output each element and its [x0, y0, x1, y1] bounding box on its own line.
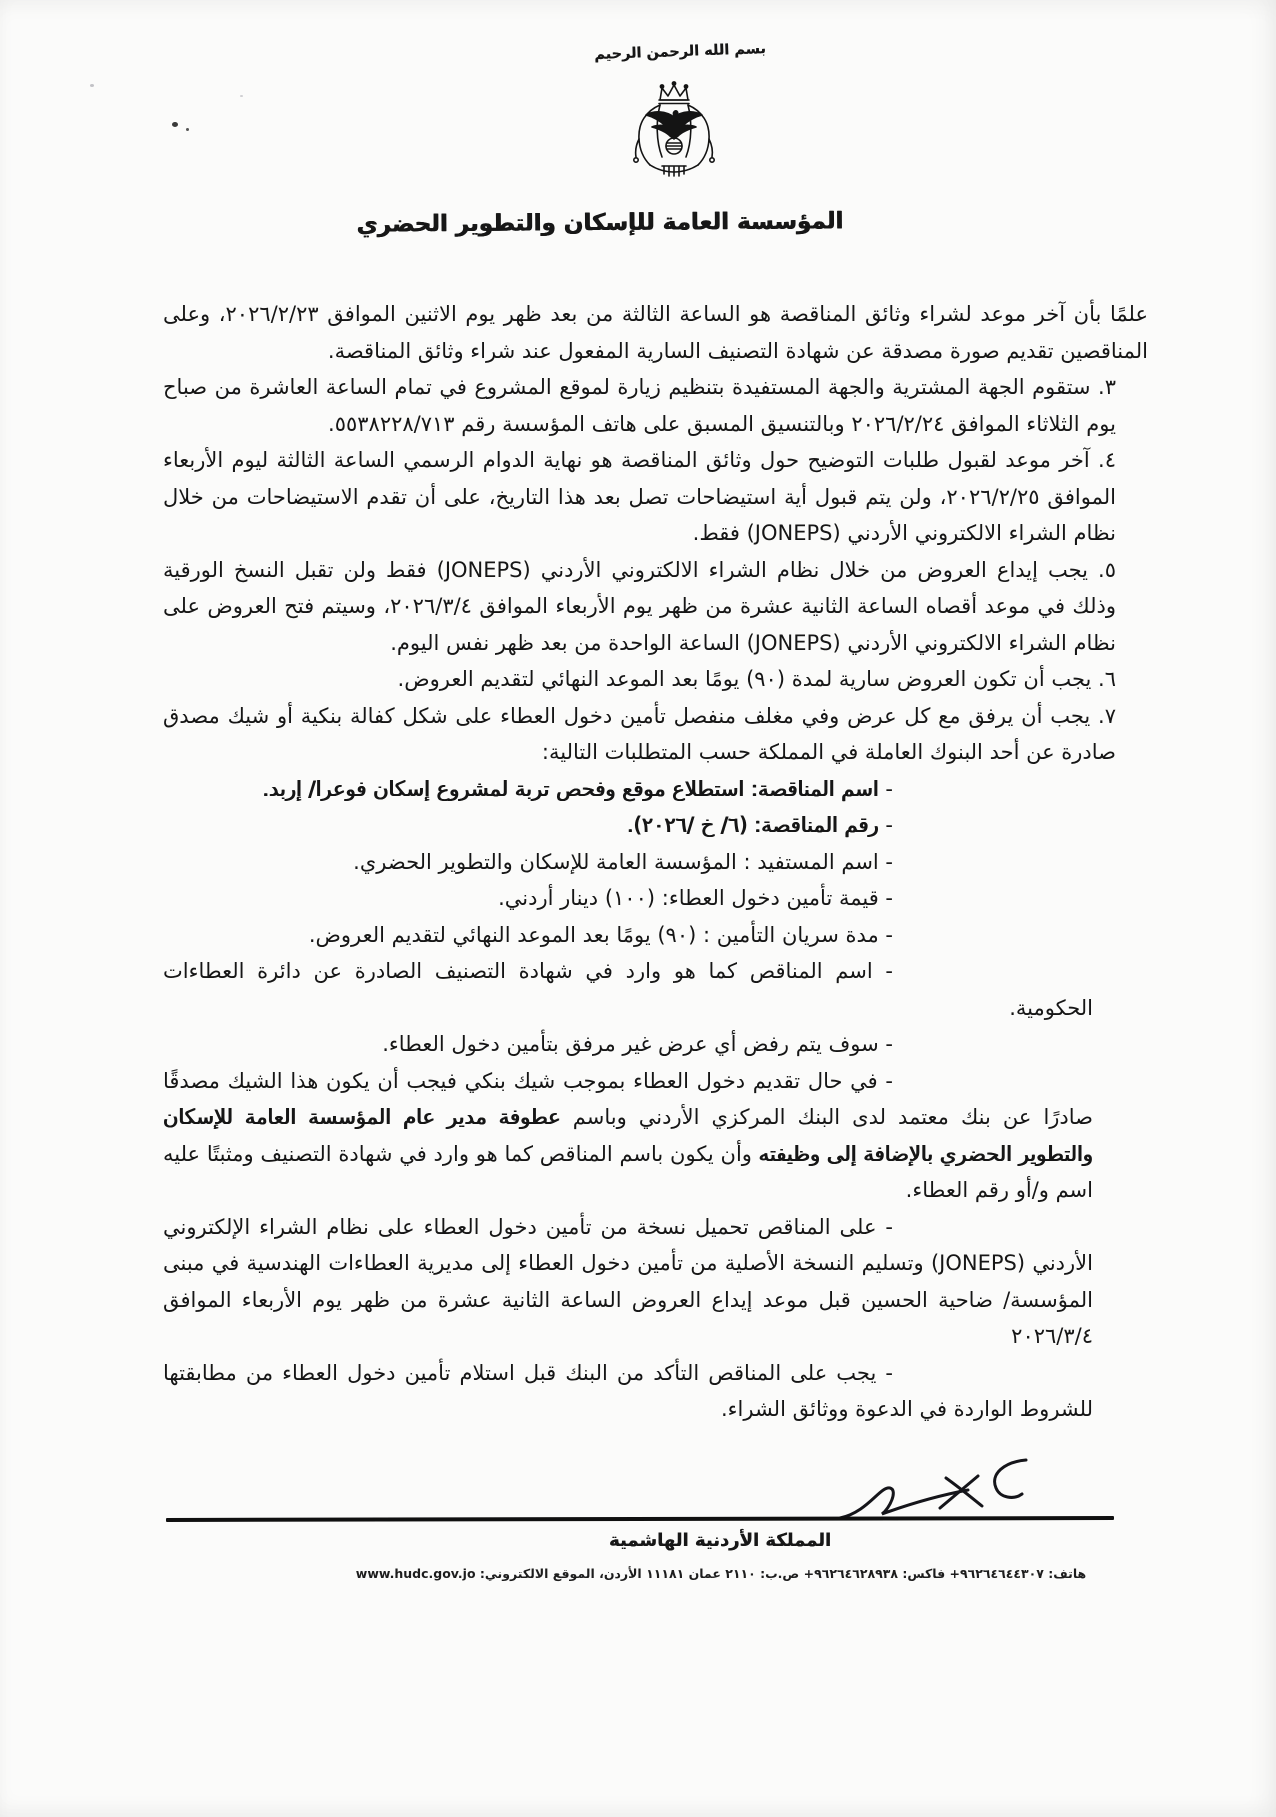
bismillah-text: بسم الله الرحمن الرحيم	[593, 41, 767, 63]
numbered-item	[163, 552, 1116, 662]
bullet-item	[163, 953, 1093, 1026]
list-marker: -	[885, 1214, 893, 1239]
numbered-item	[163, 442, 1116, 552]
bullet-item	[163, 1063, 1093, 1209]
text-run: وأن يكون باسم المناقص كما هو وارد في شهادة التصنيف ومثبتًا عليه اسم و/أو رقم العطاء.	[163, 1141, 1093, 1202]
list-marker: -	[885, 922, 893, 947]
text-run: يجب إيداع العروض من خلال نظام الشراء الالكتروني الأردني (JONEPS) فقط ولن تقبل النسخ الورقية وذلك في موعد أقصاه الساعة الثانية عشرة من ظهر يوم الأربعاء الموافق ٢٠٢٦/٣/٤، وسيتم فتح العروض على نظام الشراء الالكتروني الأردني (JONEPS) الساعة الواحدة من بعد ظهر نفس اليوم.	[163, 557, 1117, 655]
text-run: في حال تقديم دخول العطاء بموجب شيك بنكي فيجب أن يكون هذا الشيك مصدقًا صادرًا عن بنك معتمد لدى البنك المركزي الأردني وباسم	[163, 1068, 1094, 1129]
organization-name-calligraphy: المؤسسة العامة للإسكان والتطوير الحضري	[356, 208, 844, 238]
text-run: آخر موعد لقبول طلبات التوضيح حول وثائق المناقصة هو نهاية الدوام الرسمي الساعة الثالثة ليوم الأربعاء الموافق ٢٠٢٦/٢/٢٥، ولن يتم قبول أية استيضاحات تصل بعد هذا التاريخ، على أن تقدم الاستيضاحات من خلال نظام الشراء الالكتروني الأردني (JONEPS) فقط.	[163, 448, 1116, 545]
text-run: ستقوم الجهة المشترية والجهة المستفيدة بتنظيم زيارة لموقع المشروع في تمام الساعة العاشرة من صباح يوم الثلاثاء الموافق ٢٠٢٦/٢/٢٤ وبالتنسيق المسبق على هاتف المؤسسة رقم ٥٥٣٨٢٢٨/٧١٣.	[163, 375, 1116, 436]
list-marker: -	[885, 813, 893, 837]
list-marker: -	[885, 1068, 893, 1093]
scan-artifact	[90, 84, 94, 87]
footer-contact-line: هاتف: ٩٦٢٦٤٦٤٤٣٠٧+ فاكس: ٩٦٢٦٤٦٢٨٩٣٨+ ص.ب: ٢١١٠ عمان ١١١٨١ الأردن، الموقع الالكتروني: www.hudc.gov.jo	[355, 1566, 1087, 1581]
list-marker: -	[885, 776, 893, 801]
paragraph	[163, 296, 1148, 369]
list-marker: -	[885, 1032, 893, 1056]
bullet-item	[163, 1026, 1093, 1063]
scan-artifact	[186, 128, 189, 131]
bullet-item	[163, 880, 1093, 917]
text-run: يجب على المناقص التأكد من البنك قبل استلام تأمين دخول العطاء من مطابقتها للشروط الواردة في الدعوة ووثائق الشراء.	[163, 1360, 1093, 1421]
text-run: رقم المناقصة: (٦/ خ /٢٠٢٦).	[627, 813, 886, 837]
text-run: سوف يتم رفض أي عرض غير مرفق بتأمين دخول العطاء.	[382, 1032, 886, 1056]
text-run: اسم المناقص كما هو وارد في شهادة التصنيف الصادرة عن دائرة العطاءات الحكومية.	[163, 959, 1093, 1020]
text-run: اسم المستفيد : المؤسسة العامة للإسكان والتطوير الحضري.	[353, 849, 886, 874]
bullet-item	[163, 1209, 1093, 1355]
bullet-item	[163, 917, 1093, 954]
bullet-item	[163, 1355, 1093, 1428]
list-marker: -	[885, 849, 893, 874]
text-run: عطوفة مدير عام المؤسسة العامة للإسكان والتطوير الحضري بالإضافة إلى وظيفته	[163, 1105, 1093, 1166]
text-run: علمًا بأن آخر موعد لشراء وثائق المناقصة هو الساعة الثالثة من بعد ظهر يوم الاثنين الموافق ٢٠٢٦/٢/٢٣، وعلى المناقصين تقديم صورة مصدقة عن شهادة التصنيف السارية المفعول عند شراء وثائق المناقصة.	[163, 302, 1148, 363]
bullet-item	[163, 844, 1093, 881]
list-marker: -	[885, 1360, 893, 1385]
text-run: يجب أن يرفق مع كل عرض وفي مغلف منفصل تأمين دخول العطاء على شكل كفالة بنكية أو شيك مصدق صادرة عن أحد البنوك العاملة في المملكة حسب المتطلبات التالية:	[163, 703, 1116, 764]
numbered-item	[163, 661, 1116, 698]
jordan-coat-of-arms-icon	[626, 80, 722, 188]
signature-mark	[828, 1448, 1040, 1536]
text-run: اسم المناقصة: استطلاع موقع وفحص تربة لمشروع إسكان فوعرا/ إربد.	[262, 776, 886, 801]
list-marker: -	[885, 959, 893, 983]
scan-artifact	[240, 95, 243, 97]
document-body	[163, 296, 1148, 1428]
list-marker: ٤.	[1098, 448, 1116, 472]
text-run: مدة سريان التأمين : (٩٠) يومًا بعد الموعد النهائي لتقديم العروض.	[308, 922, 886, 947]
numbered-item	[163, 369, 1116, 442]
list-marker: ٣.	[1098, 375, 1116, 399]
text-run: على المناقص تحميل نسخة من تأمين دخول العطاء على نظام الشراء الإلكتروني الأردني (JONEPS) وتسليم النسخة الأصلية من تأمين دخول العطاء إلى مديرية العطاءات الهندسية في مبنى المؤسسة/ ضاحية الحسين قبل موعد إيداع العروض الساعة الثانية عشرة من ظهر يوم الأربعاء الموافق ٢٠٢٦/٣/٤	[163, 1214, 1093, 1348]
bullet-item	[163, 771, 1093, 808]
text-run: يجب أن تكون العروض سارية لمدة (٩٠) يومًا بعد الموعد النهائي لتقديم العروض.	[397, 667, 1099, 691]
list-marker: ٦.	[1098, 667, 1116, 691]
numbered-item	[163, 698, 1116, 771]
list-marker: ٧.	[1098, 703, 1116, 728]
bullet-item	[163, 807, 1093, 844]
text-run: قيمة تأمين دخول العطاء: (١٠٠) دينار أردني.	[498, 886, 886, 910]
scan-artifact	[172, 122, 178, 127]
list-marker: -	[885, 886, 893, 910]
list-marker: ٥.	[1098, 557, 1116, 582]
kingdom-name: المملكة الأردنية الهاشمية	[608, 1530, 832, 1551]
